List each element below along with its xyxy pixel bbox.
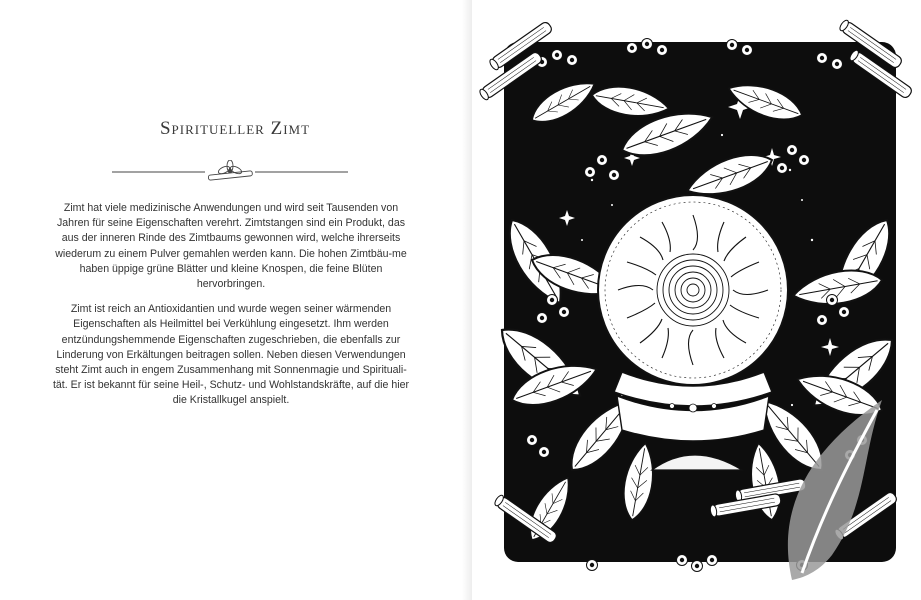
crystal-ball <box>598 195 788 441</box>
paragraph: Zimt hat viele medizinische Anwendungen und wird seit Tausenden von Jahren für seine Eigenschaften verehrt. Zimtstangen sind ein Produkt, das aus der inneren Rinde des Zimtbaums gewonnen wird, welche ihrerseits wiederum zu einem Pulver gemahlen werden kann. Die hohen Zimtbäu-me haben üppige grüne Blätter und kleine Knospen, die feine Blüten hervorbringen. <box>55 202 407 291</box>
right-page <box>472 0 921 600</box>
leaf-watermark-icon <box>772 395 902 585</box>
sun-icon <box>657 254 729 326</box>
page-title: Spiritueller Zimt <box>159 118 311 139</box>
cinnamon-flower-icon <box>208 160 252 180</box>
title-divider-ornament <box>110 160 350 186</box>
body-text <box>52 201 410 419</box>
paragraph: Zimt ist reich an Antioxidantien und wurde wegen seiner wärmenden Eigenschaften als Heilmittel bei Verkühlung eingesetzt. Ihm werden entzündungshemmende Eigenschaften zugeschrieben, die ebenfalls zur Linderung von Erkältungen beitragen sollen. Neben diesen Verwendungen steht Zimt auch in engem Zusammenhang mit Sonnenmagie und Spirituali-tät. Er ist bekannt für seine Heil-, Schutz- und Wohlstandskräfte, auf die hier die Kristallkugel anspielt. <box>52 303 410 407</box>
